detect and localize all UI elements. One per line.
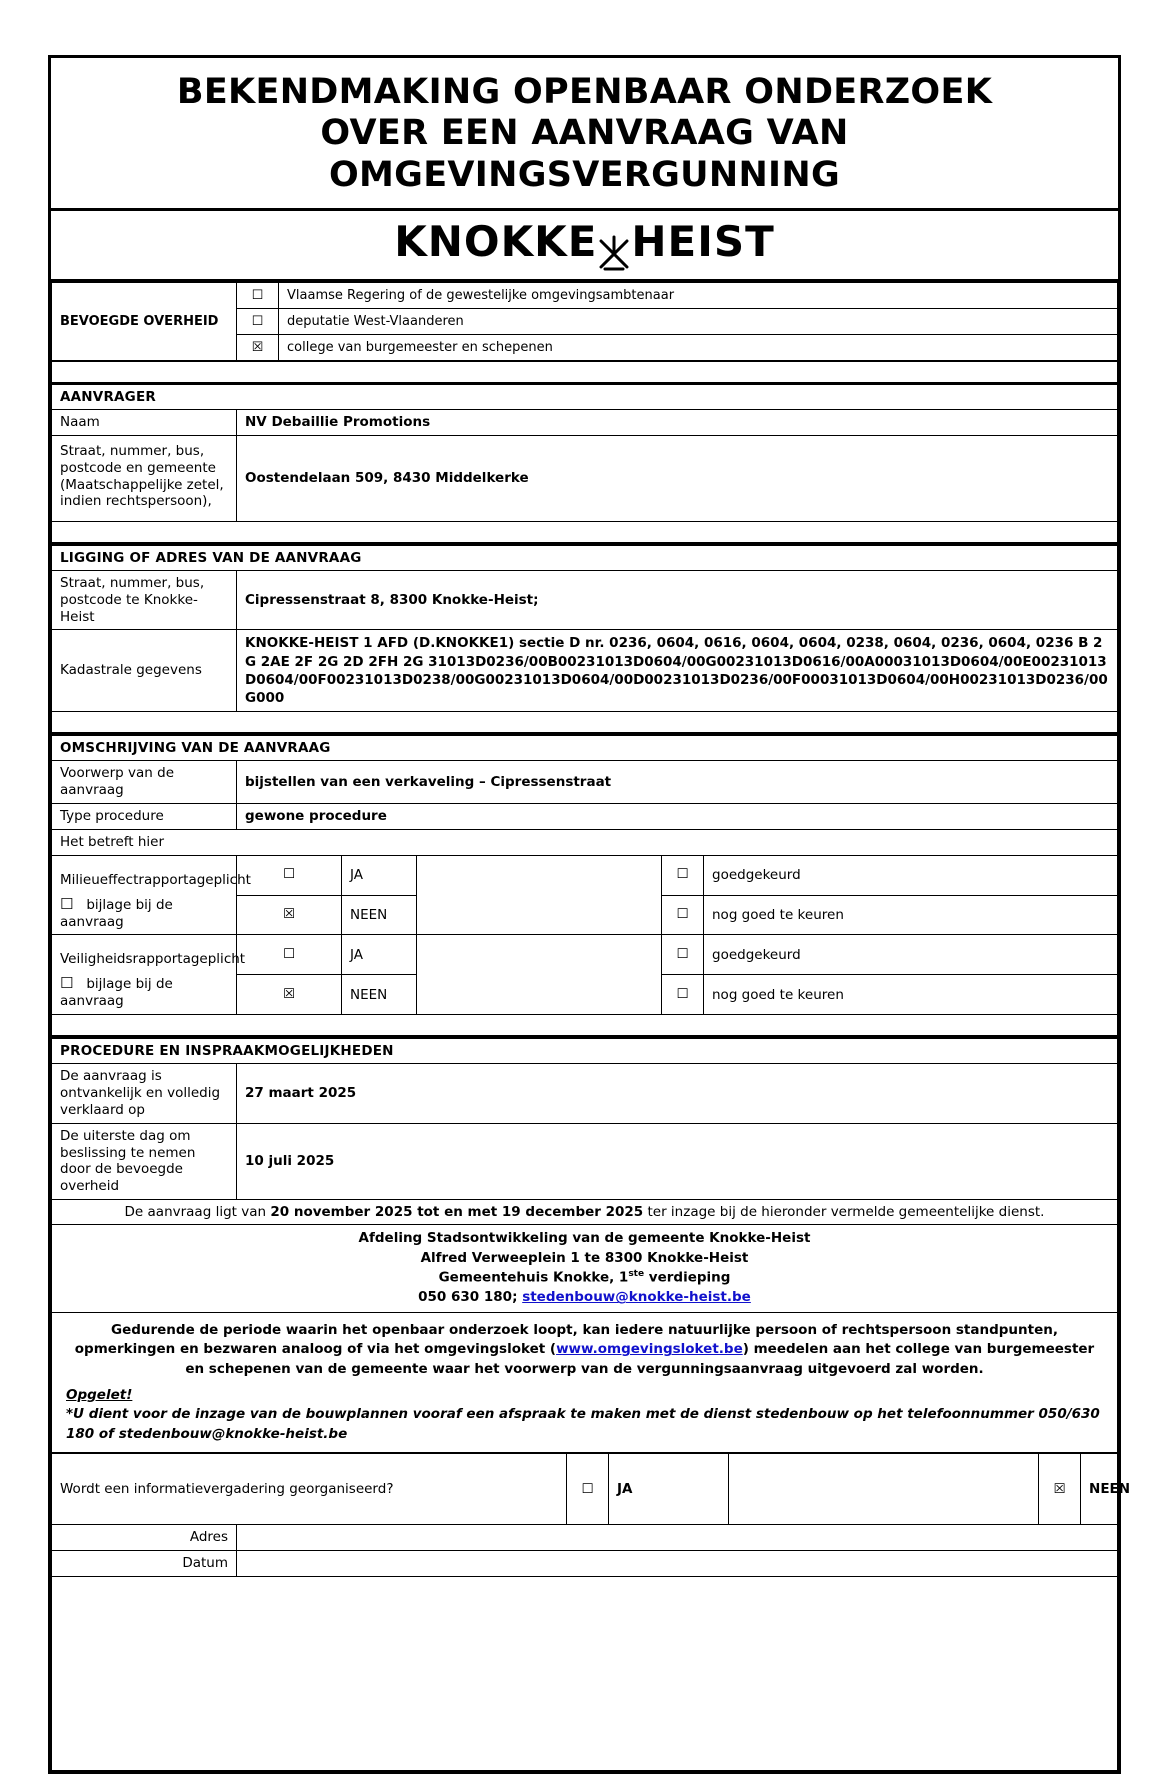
- meeting-neen-label: NEEN: [1081, 1454, 1118, 1525]
- vr-ja-checkbox[interactable]: ☐: [237, 935, 342, 975]
- meeting-neen-checkbox[interactable]: ☒: [1039, 1454, 1081, 1525]
- public-notice-text: Gedurende de periode waarin het openbaar onderzoek loopt, kan iedere natuurlijke persoon of rechtspersoon standpunten, opmerkingen en bezwaren analoog of via het omgevingsloket (www.omgevingsloket.be) meedelen aan het college van burgemeester en schepenen van de gemeente waar het voorwerp van de vergunningsaanvraag uitgevoerd zal worden.: [74, 1321, 1095, 1378]
- procedure-inzage-row: [52, 1200, 1118, 1225]
- mer-spacer: [417, 855, 662, 935]
- description-table: [51, 733, 1118, 1036]
- notice-cell: [52, 1312, 1118, 1452]
- location-cadastral-row: [52, 630, 1118, 712]
- meeting-date-label: Datum: [52, 1551, 237, 1577]
- mer-label: Milieueffectrapportageplicht ☐ bijlage bij de aanvraag: [52, 855, 237, 935]
- procedure-inzage-dates: 20 november 2025 tot en met 19 december 2025: [270, 1204, 644, 1221]
- service-line-2: Alfred Verweeplein 1 te 8300 Knokke-Heist: [420, 1249, 749, 1266]
- meeting-question-row: [52, 1454, 1118, 1525]
- procedure-notice-row: [52, 1312, 1118, 1452]
- location-section-header: LIGGING OF ADRES VAN DE AANVRAAG: [52, 544, 1118, 570]
- mer-ja-label: JA: [342, 855, 417, 895]
- applicant-name-value: NV Debaillie Promotions: [237, 409, 1118, 435]
- service-line-3: Gemeentehuis Knokke, 1ste verdieping: [438, 1269, 731, 1286]
- description-subject-label: Voorwerp van de aanvraag: [52, 761, 237, 804]
- authority-checkbox-2[interactable]: ☒: [237, 334, 279, 360]
- location-street-row: [52, 570, 1118, 630]
- procedure-deadline-row: [52, 1123, 1118, 1200]
- municipality-logo: [51, 211, 1118, 282]
- procedure-table: [51, 1036, 1118, 1453]
- procedure-received-value: 27 maart 2025: [237, 1064, 1118, 1124]
- anchor-icon: [597, 231, 631, 271]
- description-concerns-label: Het betreft hier: [52, 829, 1118, 855]
- applicant-address-row: [52, 435, 1118, 521]
- description-section-header: OMSCHRIJVING VAN DE AANVRAAG: [52, 735, 1118, 761]
- mer-neen-checkbox[interactable]: ☒: [237, 895, 342, 935]
- vr-spacer: [417, 935, 662, 1015]
- description-procedure-label: Type procedure: [52, 804, 237, 830]
- mer-neen-label: NEEN: [342, 895, 417, 935]
- vr-ja-row: [52, 935, 1118, 975]
- procedure-received-row: [52, 1064, 1118, 1124]
- signature-area: [52, 1577, 1118, 1771]
- meeting-ja-label: JA: [609, 1454, 729, 1525]
- service-line-1: Afdeling Stadsontwikkeling van de gemeente Knokke-Heist: [358, 1230, 811, 1247]
- procedure-deadline-value: 10 juli 2025: [237, 1123, 1118, 1200]
- spacer: [52, 1015, 1118, 1036]
- title-line-2: OVER EEN AANVRAAG VAN: [320, 113, 849, 154]
- applicant-address-label: Straat, nummer, bus, postcode en gemeente (Maatschappelijke zetel, indien rechtspersoon),: [52, 435, 237, 521]
- mer-pending-label: nog goed te keuren: [704, 895, 1118, 935]
- vr-ja-label: JA: [342, 935, 417, 975]
- spacer: [52, 712, 1118, 733]
- applicant-address-value: Oostendelaan 509, 8430 Middelkerke: [237, 435, 1118, 521]
- description-concerns-row: [52, 829, 1118, 855]
- warning-title: Opgelet!: [66, 1386, 133, 1403]
- location-cadastral-value: KNOKKE-HEIST 1 AFD (D.KNOKKE1) sectie D nr. 0236, 0604, 0616, 0604, 0604, 0238, 0604, 0236, 0604, 0236 B 2G 2AE 2F 2G 2D 2FH 2G 31013D0236/00B00231013D0604/00G00231013D0616/00A00031013D0604/00E00231013D0604/00F00231013D0238/00G00231013D0604/00D00231013D0236/00F00031013D0604/00H00231013D0236/00G000: [237, 630, 1118, 712]
- vr-pending-checkbox[interactable]: ☐: [662, 975, 704, 1015]
- notice-sheet: [48, 55, 1131, 1774]
- meeting-question-label: Wordt een informatievergadering georganiseerd?: [52, 1454, 567, 1525]
- location-street-value: Cipressenstraat 8, 8300 Knokke-Heist;: [237, 570, 1118, 630]
- mer-approved-checkbox[interactable]: ☐: [662, 855, 704, 895]
- vr-attachment-checkbox[interactable]: ☐: [60, 974, 74, 993]
- meeting-table: [51, 1453, 1131, 1771]
- vr-neen-checkbox[interactable]: ☒: [237, 975, 342, 1015]
- meeting-address-value[interactable]: [237, 1525, 1118, 1551]
- authority-option-2: college van burgemeester en schepenen: [279, 334, 1118, 360]
- mer-ja-checkbox[interactable]: ☐: [237, 855, 342, 895]
- applicant-name-label: Naam: [52, 409, 237, 435]
- page-title: [51, 58, 1118, 211]
- meeting-ja-checkbox[interactable]: ☐: [567, 1454, 609, 1525]
- authority-option-1: deputatie West-Vlaanderen: [279, 308, 1118, 334]
- location-table: [51, 543, 1118, 734]
- meeting-date-value[interactable]: [237, 1551, 1118, 1577]
- omgevingsloket-link[interactable]: www.omgevingsloket.be: [556, 1341, 743, 1358]
- description-procedure-value: gewone procedure: [237, 804, 1118, 830]
- authority-option-0: Vlaamse Regering of de gewestelijke omgevingsambtenaar: [279, 282, 1118, 308]
- vr-label: Veiligheidsrapportageplicht ☐ bijlage bij de aanvraag: [52, 935, 237, 1015]
- authority-label: BEVOEGDE OVERHEID: [52, 282, 237, 360]
- location-street-label: Straat, nummer, bus, postcode te Knokke-Heist: [52, 570, 237, 630]
- service-address-block: [52, 1225, 1118, 1313]
- vr-pending-label: nog goed te keuren: [704, 975, 1118, 1015]
- procedure-received-label: De aanvraag is ontvankelijk en volledig verklaard op: [52, 1064, 237, 1124]
- procedure-inzage-text: De aanvraag ligt van 20 november 2025 tot en met 19 december 2025 ter inzage bij de hieronder vermelde gemeentelijke dienst.: [52, 1200, 1118, 1225]
- authority-row: [52, 282, 1118, 308]
- authority-checkbox-1[interactable]: ☐: [237, 308, 279, 334]
- service-email-link[interactable]: stedenbouw@knokke-heist.be: [522, 1289, 751, 1306]
- warning-body: *U dient voor de inzage van de bouwplannen vooraf een afspraak te maken met de dienst stedenbouw op het telefoonnummer 050/630 180 of stedenbouw@knokke-heist.be: [66, 1406, 1100, 1442]
- spacer: [52, 521, 1118, 542]
- meeting-date-row: [52, 1551, 1118, 1577]
- procedure-deadline-label: De uiterste dag om beslissing te nemen door de bevoegde overheid: [52, 1123, 237, 1200]
- meeting-address-label: Adres: [52, 1525, 237, 1551]
- title-line-3: OMGEVINGSVERGUNNING: [329, 154, 840, 195]
- procedure-section-header: PROCEDURE EN INSPRAAKMOGELIJKHEDEN: [52, 1038, 1118, 1064]
- location-cadastral-label: Kadastrale gegevens: [52, 630, 237, 712]
- title-line-1: BEKENDMAKING OPENBAAR ONDERZOEK: [176, 72, 993, 112]
- warning-text: [52, 1384, 1117, 1453]
- description-subject-value: bijstellen van een verkaveling – Cipressenstraat: [237, 761, 1118, 804]
- mer-ja-row: [52, 855, 1118, 895]
- logo-text-left: KNOKKE: [394, 216, 598, 266]
- procedure-service-row: [52, 1225, 1118, 1313]
- meeting-empty-row: [52, 1577, 1118, 1771]
- applicant-name-row: [52, 409, 1118, 435]
- vr-neen-label: NEEN: [342, 975, 417, 1015]
- spacer: [52, 361, 1118, 383]
- authority-table: [51, 282, 1118, 361]
- logo-text-right: HEIST: [631, 216, 775, 266]
- description-procedure-row: [52, 804, 1118, 830]
- mer-approved-label: goedgekeurd: [704, 855, 1118, 895]
- mer-attachment-checkbox[interactable]: ☐: [60, 894, 74, 913]
- applicant-table: [51, 361, 1118, 543]
- description-subject-row: [52, 761, 1118, 804]
- meeting-gap: [729, 1454, 1039, 1525]
- authority-checkbox-0[interactable]: ☐: [237, 282, 279, 308]
- service-contact-line: 050 630 180; stedenbouw@knokke-heist.be: [418, 1289, 751, 1306]
- applicant-section-header: AANVRAGER: [52, 383, 1118, 409]
- vr-approved-checkbox[interactable]: ☐: [662, 935, 704, 975]
- meeting-address-row: [52, 1525, 1118, 1551]
- mer-pending-checkbox[interactable]: ☐: [662, 895, 704, 935]
- vr-approved-label: goedgekeurd: [704, 935, 1118, 975]
